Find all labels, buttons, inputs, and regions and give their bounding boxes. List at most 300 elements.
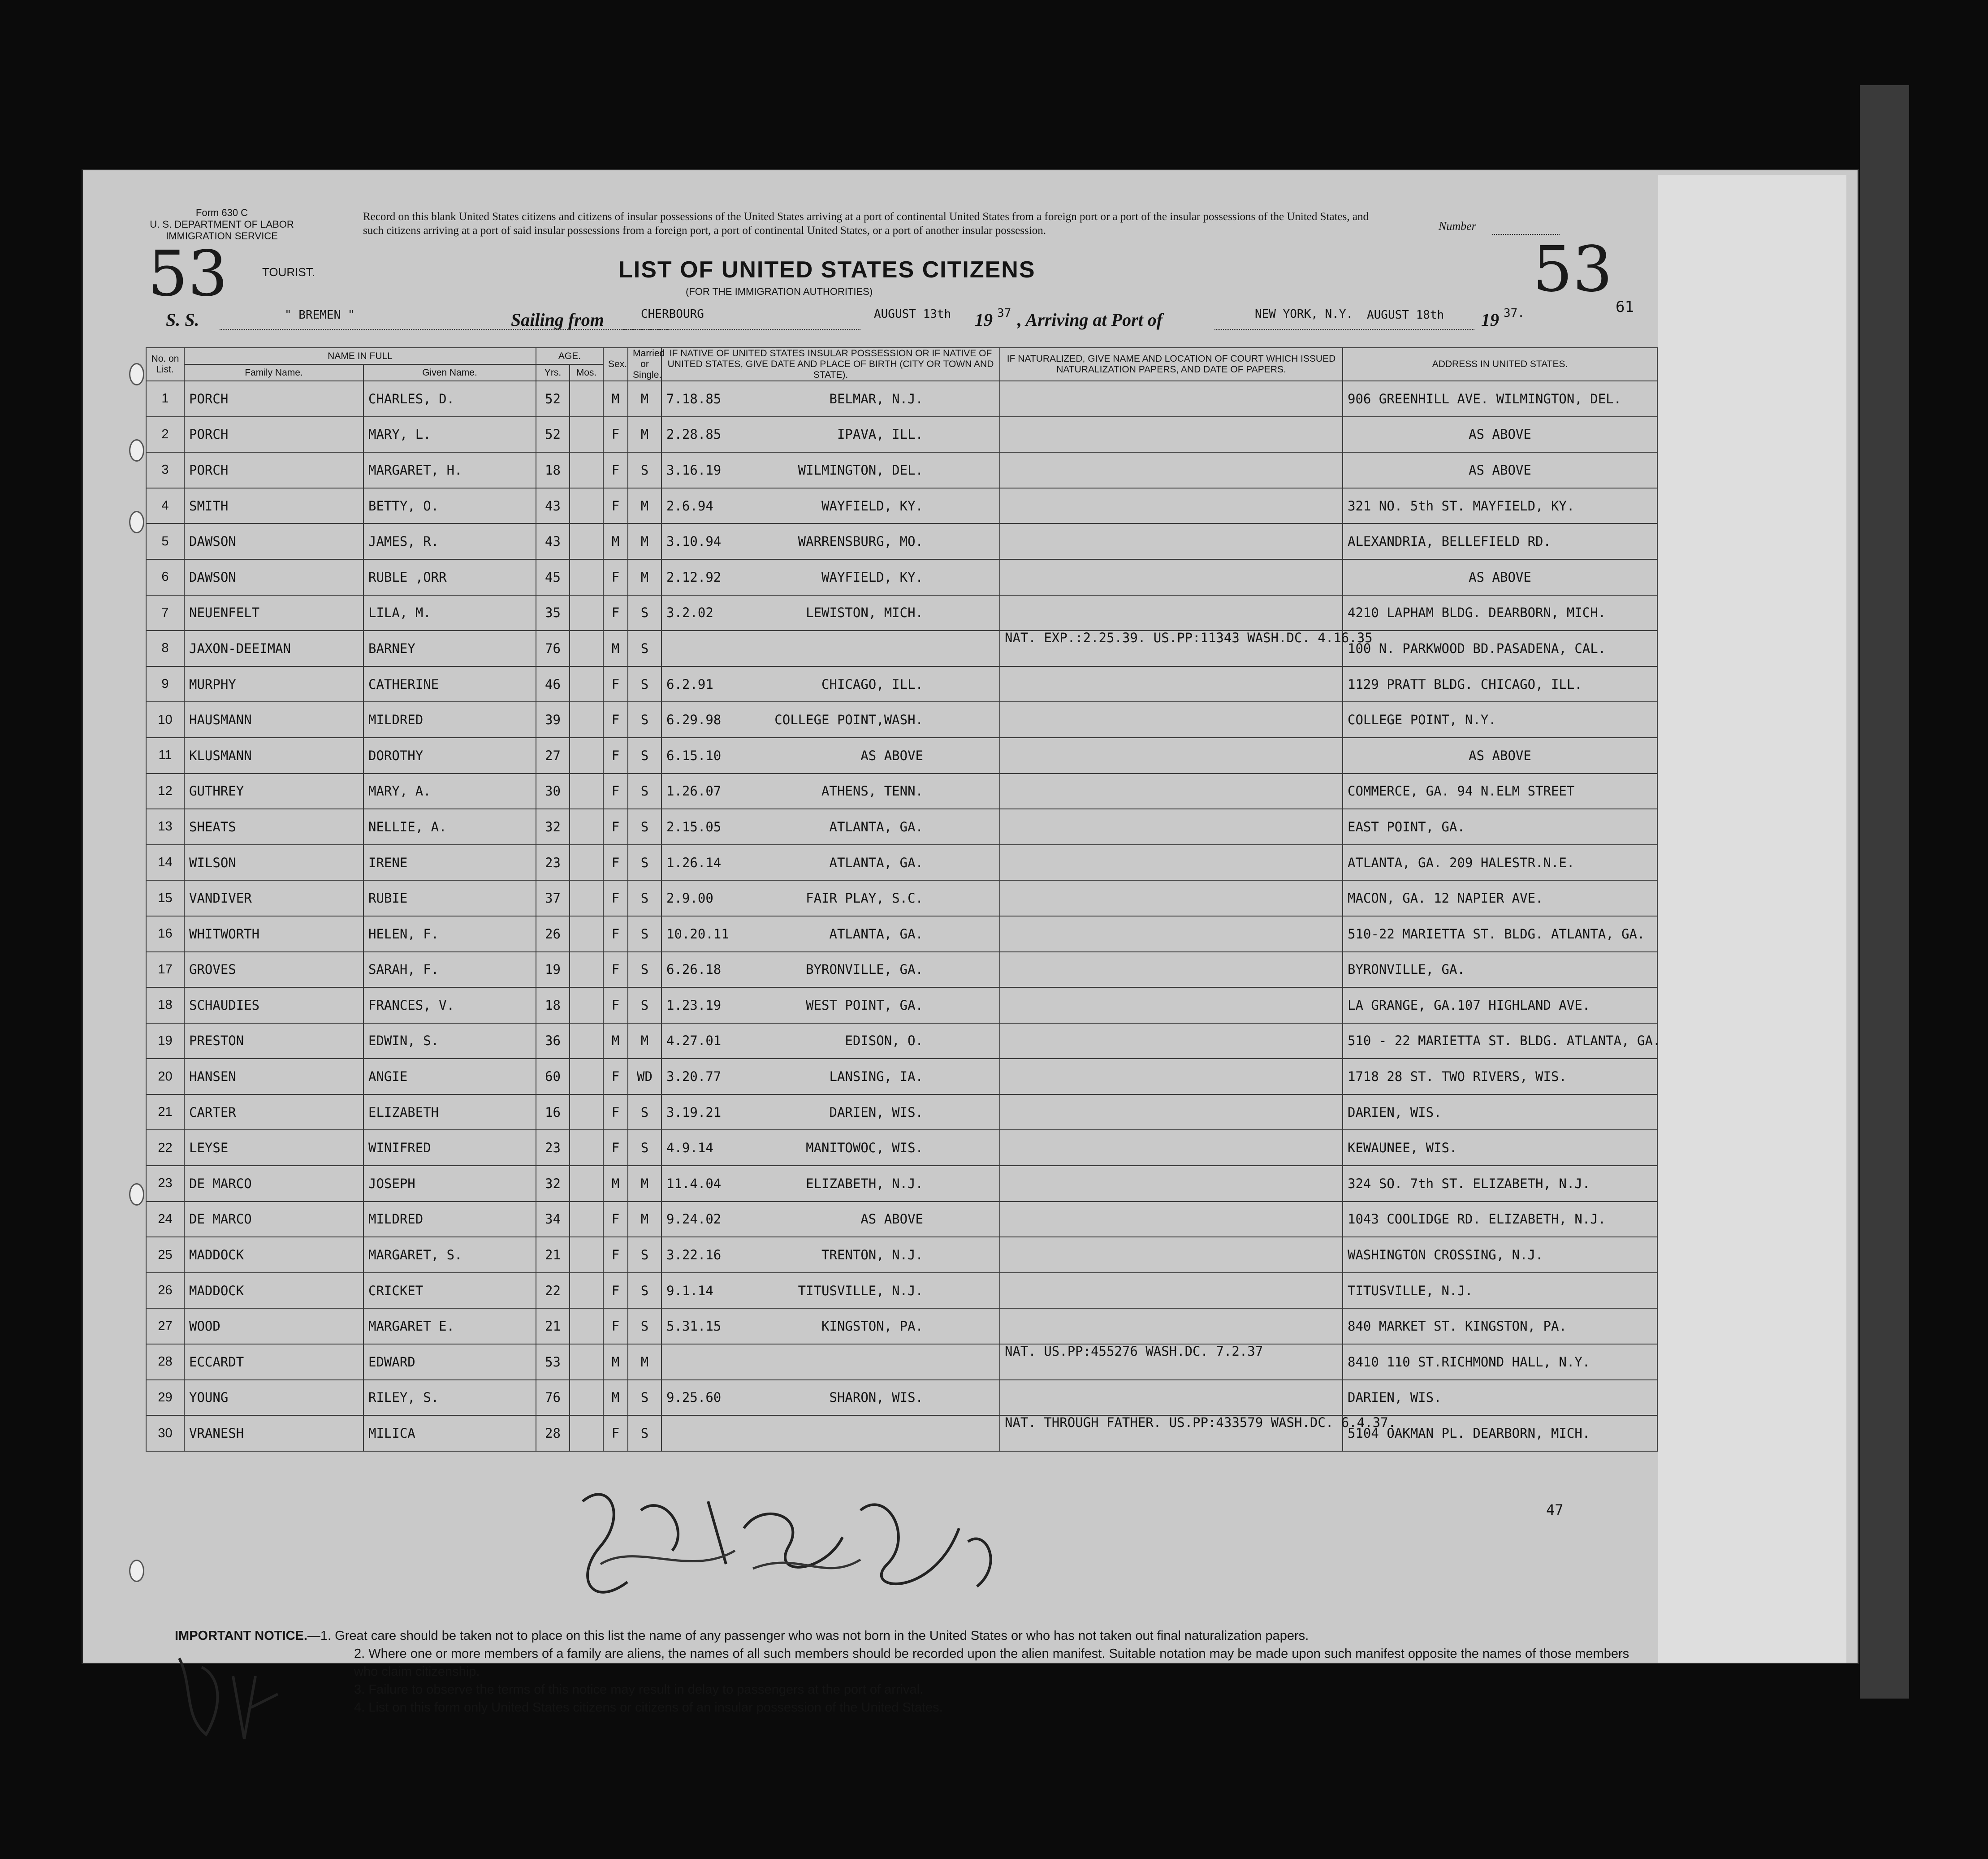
row-number: 28 bbox=[146, 1344, 184, 1380]
us-address: EAST POINT, GA. bbox=[1343, 809, 1657, 845]
age-months bbox=[570, 1273, 603, 1309]
birth-date: 6.26.18 bbox=[666, 962, 722, 977]
birth-info bbox=[661, 1202, 1000, 1237]
table-row bbox=[146, 1130, 1657, 1166]
col-given-name: Given Name. bbox=[363, 364, 536, 381]
sex: F bbox=[603, 1415, 628, 1451]
birth-place: SHARON, WIS. bbox=[829, 1390, 924, 1405]
table-row bbox=[146, 488, 1657, 524]
age-months bbox=[570, 631, 603, 666]
department: U. S. DEPARTMENT OF LABOR bbox=[150, 219, 294, 230]
birth-place: KINGSTON, PA. bbox=[821, 1319, 924, 1334]
birth-info bbox=[661, 631, 1000, 666]
sex: F bbox=[603, 595, 628, 631]
official-signature bbox=[574, 1474, 1013, 1618]
birth-date: 5.31.15 bbox=[666, 1319, 722, 1334]
birth-place: TRENTON, N.J. bbox=[821, 1247, 924, 1263]
birth-date: 2.12.92 bbox=[666, 569, 722, 585]
naturalization-info: NAT. THROUGH FATHER. US.PP:433579 WASH.DC. 6.4.37. bbox=[1000, 1415, 1343, 1451]
handwritten-number-left: 53 bbox=[148, 238, 228, 311]
age-years: 36 bbox=[536, 1023, 570, 1059]
age-years: 21 bbox=[536, 1308, 570, 1344]
age-years: 34 bbox=[536, 1202, 570, 1237]
birth-place: AS ABOVE bbox=[860, 1211, 924, 1227]
us-address: LA GRANGE, GA.107 HIGHLAND AVE. bbox=[1343, 987, 1657, 1023]
family-name: WHITWORTH bbox=[184, 916, 363, 952]
age-months bbox=[570, 952, 603, 988]
family-name: CARTER bbox=[184, 1094, 363, 1130]
us-address: BYRONVILLE, GA. bbox=[1343, 952, 1657, 988]
family-name: SMITH bbox=[184, 488, 363, 524]
given-name: NELLIE, A. bbox=[363, 809, 536, 845]
sex: F bbox=[603, 987, 628, 1023]
age-months bbox=[570, 738, 603, 774]
marital-status: S bbox=[628, 809, 661, 845]
age-months bbox=[570, 845, 603, 881]
birth-info bbox=[661, 1237, 1000, 1273]
notice-lead: IMPORTANT NOTICE. bbox=[175, 1629, 307, 1643]
birth-date: 3.16.19 bbox=[666, 462, 722, 478]
naturalization-info bbox=[1000, 809, 1343, 845]
family-name: WOOD bbox=[184, 1308, 363, 1344]
us-address: DARIEN, WIS. bbox=[1343, 1380, 1657, 1416]
sex: F bbox=[603, 738, 628, 774]
ship-name: " BREMEN " bbox=[285, 308, 355, 322]
age-months bbox=[570, 1130, 603, 1166]
birth-date: 3.19.21 bbox=[666, 1104, 722, 1120]
us-address: 8410 110 ST.RICHMOND HALL, N.Y. bbox=[1343, 1344, 1657, 1380]
table-row bbox=[146, 1059, 1657, 1094]
birth-date: 9.24.02 bbox=[666, 1211, 722, 1227]
us-address: ALEXANDRIA, BELLEFIELD RD. bbox=[1343, 523, 1657, 559]
birth-date: 1.26.07 bbox=[666, 783, 722, 799]
row-number: 14 bbox=[146, 845, 184, 881]
given-name: MILDRED bbox=[363, 1202, 536, 1237]
row-number: 25 bbox=[146, 1237, 184, 1273]
family-name: NEUENFELT bbox=[184, 595, 363, 631]
birth-info bbox=[661, 452, 1000, 488]
page-subtitle: (FOR THE IMMIGRATION AUTHORITIES) bbox=[686, 286, 873, 297]
marital-status: S bbox=[628, 1094, 661, 1130]
row-number: 24 bbox=[146, 1202, 184, 1237]
birth-info bbox=[661, 1059, 1000, 1094]
marital-status: S bbox=[628, 916, 661, 952]
marital-status: S bbox=[628, 1380, 661, 1416]
us-address: DARIEN, WIS. bbox=[1343, 1094, 1657, 1130]
naturalization-info: NAT. US.PP:455276 WASH.DC. 7.2.37 bbox=[1000, 1344, 1343, 1380]
age-months bbox=[570, 523, 603, 559]
sex: F bbox=[603, 1202, 628, 1237]
marital-status: M bbox=[628, 1344, 661, 1380]
us-address: 324 SO. 7th ST. ELIZABETH, N.J. bbox=[1343, 1166, 1657, 1202]
birth-place: IPAVA, ILL. bbox=[837, 427, 924, 442]
us-address: 321 NO. 5th ST. MAYFIELD, KY. bbox=[1343, 488, 1657, 524]
given-name: WINIFRED bbox=[363, 1130, 536, 1166]
birth-info bbox=[661, 1344, 1000, 1380]
naturalization-info bbox=[1000, 987, 1343, 1023]
row-number: 29 bbox=[146, 1380, 184, 1416]
age-years: 22 bbox=[536, 1273, 570, 1309]
age-years: 23 bbox=[536, 845, 570, 881]
family-name: ECCARDT bbox=[184, 1344, 363, 1380]
departure-year-prefix: 19 bbox=[975, 310, 993, 330]
age-months bbox=[570, 1166, 603, 1202]
birth-info bbox=[661, 595, 1000, 631]
age-years: 26 bbox=[536, 916, 570, 952]
family-name: GROVES bbox=[184, 952, 363, 988]
form-id bbox=[148, 207, 296, 242]
birth-date: 3.2.02 bbox=[666, 605, 713, 621]
departure-date: AUGUST 13th bbox=[874, 307, 951, 321]
notice-item-2: 2. Where one or more members of a family are aliens, the names of all such members should be recorded upon the alien manifest. Suitable notation may be made upon such manifest opposite the names of those members who claim citizenship. bbox=[354, 1647, 1629, 1679]
marital-status: S bbox=[628, 1415, 661, 1451]
important-notice bbox=[175, 1627, 1631, 1716]
family-name: KLUSMANN bbox=[184, 738, 363, 774]
row-number: 11 bbox=[146, 738, 184, 774]
table-row bbox=[146, 559, 1657, 595]
table-row bbox=[146, 809, 1657, 845]
family-name: DAWSON bbox=[184, 523, 363, 559]
us-address: 4210 LAPHAM BLDG. DEARBORN, MICH. bbox=[1343, 595, 1657, 631]
given-name: RUBIE bbox=[363, 880, 536, 916]
table-row bbox=[146, 1202, 1657, 1237]
table-row bbox=[146, 1273, 1657, 1309]
row-number: 9 bbox=[146, 666, 184, 702]
naturalization-info bbox=[1000, 738, 1343, 774]
birth-date: 7.18.85 bbox=[666, 391, 722, 406]
birth-place: TITUSVILLE, N.J. bbox=[798, 1283, 924, 1298]
naturalization-info: NAT. EXP.:2.25.39. US.PP:11343 WASH.DC. 4.16.35 bbox=[1000, 631, 1343, 666]
given-name: EDWARD bbox=[363, 1344, 536, 1380]
given-name: SARAH, F. bbox=[363, 952, 536, 988]
row-number: 30 bbox=[146, 1415, 184, 1451]
page-title: LIST OF UNITED STATES CITIZENS bbox=[618, 257, 1036, 283]
us-address: AS ABOVE bbox=[1343, 559, 1657, 595]
birth-info bbox=[661, 916, 1000, 952]
row-number: 16 bbox=[146, 916, 184, 952]
table-row bbox=[146, 381, 1657, 417]
row-number: 17 bbox=[146, 952, 184, 988]
age-years: 52 bbox=[536, 381, 570, 417]
age-years: 60 bbox=[536, 1059, 570, 1094]
age-months bbox=[570, 452, 603, 488]
given-name: CATHERINE bbox=[363, 666, 536, 702]
given-name: RILEY, S. bbox=[363, 1380, 536, 1416]
birth-place: FAIR PLAY, S.C. bbox=[806, 891, 924, 906]
family-name: PORCH bbox=[184, 452, 363, 488]
given-name: MARY, A. bbox=[363, 774, 536, 809]
birth-date: 1.26.14 bbox=[666, 855, 722, 870]
family-name: YOUNG bbox=[184, 1380, 363, 1416]
us-address: TITUSVILLE, N.J. bbox=[1343, 1273, 1657, 1309]
birth-date: 2.28.85 bbox=[666, 427, 722, 442]
arrival-port: NEW YORK, N.Y. bbox=[1255, 307, 1353, 321]
given-name: JAMES, R. bbox=[363, 523, 536, 559]
marital-status: S bbox=[628, 595, 661, 631]
birth-date: 11.4.04 bbox=[666, 1176, 722, 1191]
row-number: 27 bbox=[146, 1308, 184, 1344]
birth-place: WEST POINT, GA. bbox=[806, 997, 924, 1013]
birth-place: ELIZABETH, N.J. bbox=[806, 1176, 924, 1191]
sex: M bbox=[603, 1023, 628, 1059]
age-years: 28 bbox=[536, 1415, 570, 1451]
marital-status: M bbox=[628, 523, 661, 559]
table-row bbox=[146, 595, 1657, 631]
given-name: IRENE bbox=[363, 845, 536, 881]
birth-date: 2.6.94 bbox=[666, 498, 713, 514]
naturalization-info bbox=[1000, 1166, 1343, 1202]
us-address: MACON, GA. 12 NAPIER AVE. bbox=[1343, 880, 1657, 916]
arrival-year: 37. bbox=[1504, 307, 1525, 320]
col-no: No. on List. bbox=[146, 348, 184, 381]
age-years: 19 bbox=[536, 952, 570, 988]
age-months bbox=[570, 1380, 603, 1416]
naturalization-info bbox=[1000, 523, 1343, 559]
row-number: 13 bbox=[146, 809, 184, 845]
marital-status: S bbox=[628, 987, 661, 1023]
birth-info bbox=[661, 666, 1000, 702]
given-name: MILDRED bbox=[363, 702, 536, 738]
row-number: 21 bbox=[146, 1094, 184, 1130]
family-name: PORCH bbox=[184, 417, 363, 453]
birth-info bbox=[661, 1166, 1000, 1202]
naturalization-info bbox=[1000, 774, 1343, 809]
birth-info bbox=[661, 1023, 1000, 1059]
voyage-line bbox=[166, 309, 1645, 336]
us-address: 906 GREENHILL AVE. WILMINGTON, DEL. bbox=[1343, 381, 1657, 417]
age-months bbox=[570, 1344, 603, 1380]
family-name: GUTHREY bbox=[184, 774, 363, 809]
birth-place: WILMINGTON, DEL. bbox=[798, 462, 924, 478]
col-married: Married or Single. bbox=[628, 348, 661, 381]
table-row bbox=[146, 952, 1657, 988]
birth-info bbox=[661, 1308, 1000, 1344]
sex: F bbox=[603, 1059, 628, 1094]
table-row bbox=[146, 738, 1657, 774]
birth-info bbox=[661, 987, 1000, 1023]
arriving-label: , Arriving at Port of bbox=[1017, 310, 1163, 330]
sex: F bbox=[603, 452, 628, 488]
table-row bbox=[146, 1344, 1657, 1380]
col-address: ADDRESS IN UNITED STATES. bbox=[1343, 348, 1657, 381]
age-months bbox=[570, 1308, 603, 1344]
family-name: LEYSE bbox=[184, 1130, 363, 1166]
naturalization-info bbox=[1000, 1094, 1343, 1130]
birth-info bbox=[661, 702, 1000, 738]
table-row bbox=[146, 666, 1657, 702]
sex: F bbox=[603, 774, 628, 809]
family-name: SCHAUDIES bbox=[184, 987, 363, 1023]
family-name: JAXON-DEEIMAN bbox=[184, 631, 363, 666]
table-row bbox=[146, 774, 1657, 809]
given-name: LILA, M. bbox=[363, 595, 536, 631]
sex: M bbox=[603, 523, 628, 559]
marital-status: S bbox=[628, 666, 661, 702]
arrival-underline bbox=[1214, 329, 1474, 330]
sex: M bbox=[603, 381, 628, 417]
naturalization-info bbox=[1000, 880, 1343, 916]
us-address: 5104 OAKMAN PL. DEARBORN, MICH. bbox=[1343, 1415, 1657, 1451]
passenger-rows bbox=[146, 381, 1661, 1451]
departure-year: 37 bbox=[997, 307, 1011, 320]
table-row bbox=[146, 1237, 1657, 1273]
age-months bbox=[570, 666, 603, 702]
age-months bbox=[570, 809, 603, 845]
marital-status: M bbox=[628, 1166, 661, 1202]
age-months bbox=[570, 880, 603, 916]
row-number: 20 bbox=[146, 1059, 184, 1094]
birth-place: ATLANTA, GA. bbox=[829, 855, 924, 870]
age-years: 43 bbox=[536, 523, 570, 559]
marital-status: M bbox=[628, 559, 661, 595]
family-name: HAUSMANN bbox=[184, 702, 363, 738]
given-name: MILICA bbox=[363, 1415, 536, 1451]
given-name: EDWIN, S. bbox=[363, 1023, 536, 1059]
naturalization-info bbox=[1000, 595, 1343, 631]
age-years: 18 bbox=[536, 452, 570, 488]
birth-info bbox=[661, 523, 1000, 559]
us-address: 100 N. PARKWOOD BD.PASADENA, CAL. bbox=[1343, 631, 1657, 666]
birth-date: 6.2.91 bbox=[666, 676, 713, 692]
birth-date: 9.25.60 bbox=[666, 1390, 722, 1405]
handwritten-number-right: 53 bbox=[1533, 233, 1613, 306]
family-name: PORCH bbox=[184, 381, 363, 417]
birth-place: ATHENS, TENN. bbox=[821, 783, 924, 799]
table-row bbox=[146, 916, 1657, 952]
birth-date: 6.15.10 bbox=[666, 748, 722, 763]
marital-status: WD bbox=[628, 1059, 661, 1094]
age-years: 46 bbox=[536, 666, 570, 702]
passenger-tally: 47 bbox=[1546, 1501, 1564, 1518]
birth-place: BYRONVILLE, GA. bbox=[806, 962, 924, 977]
age-years: 53 bbox=[536, 1344, 570, 1380]
sailing-label: Sailing from bbox=[511, 310, 604, 330]
form-number: Form 630 C bbox=[195, 207, 248, 218]
sex: M bbox=[603, 1380, 628, 1416]
naturalization-info bbox=[1000, 381, 1343, 417]
birth-info bbox=[661, 809, 1000, 845]
age-years: 76 bbox=[536, 631, 570, 666]
age-months bbox=[570, 774, 603, 809]
given-name: FRANCES, V. bbox=[363, 987, 536, 1023]
age-years: 18 bbox=[536, 987, 570, 1023]
scanner-edge bbox=[1860, 85, 1909, 1699]
punch-hole bbox=[129, 1183, 144, 1206]
sex: M bbox=[603, 631, 628, 666]
naturalization-info bbox=[1000, 916, 1343, 952]
age-years: 52 bbox=[536, 417, 570, 453]
row-number: 18 bbox=[146, 987, 184, 1023]
age-years: 76 bbox=[536, 1380, 570, 1416]
table-row bbox=[146, 1166, 1657, 1202]
age-months bbox=[570, 1094, 603, 1130]
col-sex: Sex. bbox=[603, 348, 628, 381]
us-address: AS ABOVE bbox=[1343, 738, 1657, 774]
row-number: 22 bbox=[146, 1130, 184, 1166]
age-years: 43 bbox=[536, 488, 570, 524]
given-name: MARGARET, H. bbox=[363, 452, 536, 488]
birth-info bbox=[661, 1415, 1000, 1451]
naturalization-info bbox=[1000, 1237, 1343, 1273]
naturalization-info bbox=[1000, 1308, 1343, 1344]
sex: F bbox=[603, 952, 628, 988]
birth-place: CHICAGO, ILL. bbox=[821, 676, 924, 692]
age-months bbox=[570, 488, 603, 524]
col-family-name: Family Name. bbox=[184, 364, 363, 381]
family-name: DAWSON bbox=[184, 559, 363, 595]
row-number: 7 bbox=[146, 595, 184, 631]
page-number: 61 bbox=[1616, 298, 1634, 316]
punch-hole bbox=[129, 363, 144, 385]
marital-status: S bbox=[628, 1237, 661, 1273]
page-margin bbox=[1658, 175, 1846, 1663]
given-name: CHARLES, D. bbox=[363, 381, 536, 417]
birth-date: 6.29.98 bbox=[666, 712, 722, 728]
naturalization-info bbox=[1000, 952, 1343, 988]
naturalization-info bbox=[1000, 452, 1343, 488]
family-name: DE MARCO bbox=[184, 1166, 363, 1202]
naturalization-info bbox=[1000, 1023, 1343, 1059]
age-months bbox=[570, 1415, 603, 1451]
col-mos: Mos. bbox=[570, 364, 603, 381]
sex: M bbox=[603, 1344, 628, 1380]
notice-item-1: —1. Great care should be taken not to place on this list the name of any passenger who was not born in the United States or who has not taken out final naturalization papers. bbox=[307, 1629, 1309, 1643]
age-months bbox=[570, 1023, 603, 1059]
us-address: AS ABOVE bbox=[1343, 452, 1657, 488]
birth-place: WARRENSBURG, MO. bbox=[798, 534, 924, 549]
age-months bbox=[570, 1237, 603, 1273]
birth-info bbox=[661, 488, 1000, 524]
ss-label: S. S. bbox=[166, 310, 199, 330]
row-number: 8 bbox=[146, 631, 184, 666]
age-months bbox=[570, 1059, 603, 1094]
us-address: AS ABOVE bbox=[1343, 417, 1657, 453]
age-years: 32 bbox=[536, 809, 570, 845]
birth-date: 3.20.77 bbox=[666, 1069, 722, 1085]
sex: F bbox=[603, 1308, 628, 1344]
passenger-table bbox=[146, 347, 1661, 1452]
birth-date: 3.10.94 bbox=[666, 534, 722, 549]
sex: F bbox=[603, 809, 628, 845]
us-address: 1718 28 ST. TWO RIVERS, WIS. bbox=[1343, 1059, 1657, 1094]
family-name: SHEATS bbox=[184, 809, 363, 845]
naturalization-info bbox=[1000, 845, 1343, 881]
birth-place: MANITOWOC, WIS. bbox=[806, 1140, 924, 1156]
sex: F bbox=[603, 1130, 628, 1166]
marital-status: S bbox=[628, 845, 661, 881]
given-name: HELEN, F. bbox=[363, 916, 536, 952]
given-name: MARY, L. bbox=[363, 417, 536, 453]
table-row bbox=[146, 702, 1657, 738]
row-number: 1 bbox=[146, 381, 184, 417]
arrival-date: AUGUST 18th bbox=[1367, 308, 1444, 322]
age-years: 39 bbox=[536, 702, 570, 738]
given-name: BETTY, O. bbox=[363, 488, 536, 524]
sex: F bbox=[603, 1273, 628, 1309]
sex: F bbox=[603, 488, 628, 524]
naturalization-info bbox=[1000, 666, 1343, 702]
naturalization-info bbox=[1000, 1130, 1343, 1166]
table-row bbox=[146, 880, 1657, 916]
birth-date: 1.23.19 bbox=[666, 997, 722, 1013]
birth-place: BELMAR, N.J. bbox=[829, 391, 924, 406]
birth-date: 9.1.14 bbox=[666, 1283, 713, 1298]
age-months bbox=[570, 595, 603, 631]
family-name: WILSON bbox=[184, 845, 363, 881]
row-number: 4 bbox=[146, 488, 184, 524]
given-name: RUBLE ,ORR bbox=[363, 559, 536, 595]
row-number: 26 bbox=[146, 1273, 184, 1309]
